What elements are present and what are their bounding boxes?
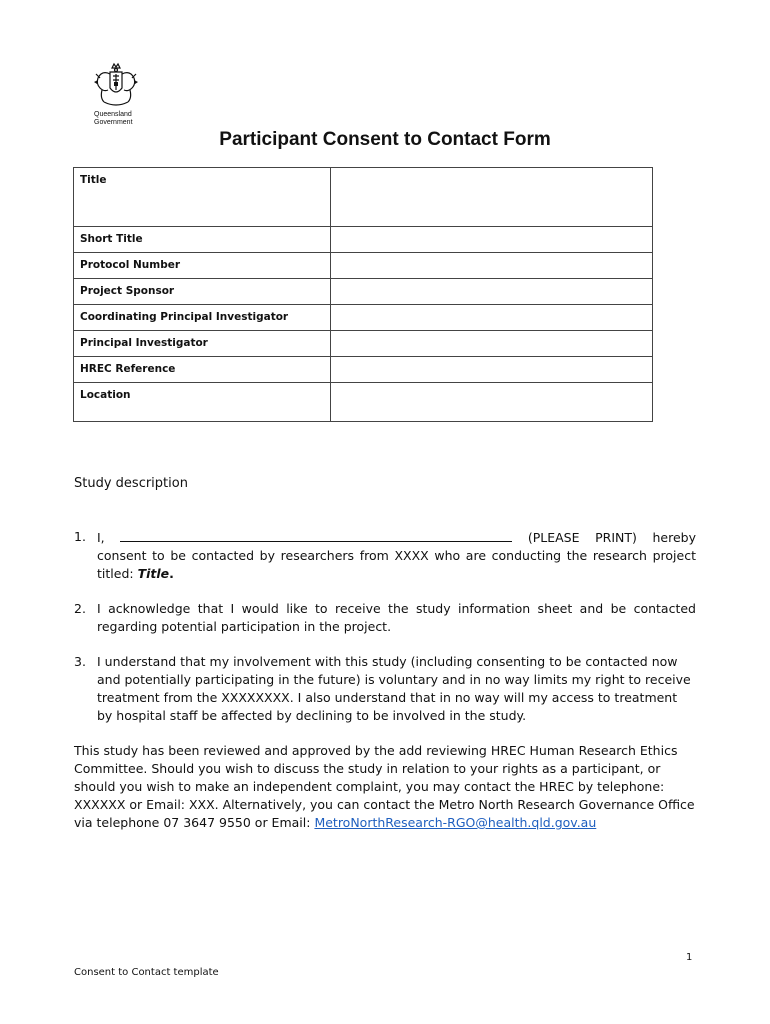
item-text: I acknowledge that I would like to receive the study information sheet and be contacted regarding potential participation in the project. — [97, 601, 696, 634]
row-label-project-sponsor: Project Sponsor — [74, 279, 331, 305]
study-description-label: Study description — [74, 476, 188, 491]
item-number: 3. — [74, 654, 86, 669]
list-item — [74, 528, 696, 583]
page-number: 1 — [686, 952, 693, 963]
table-row — [74, 168, 653, 227]
row-value-protocol-number[interactable] — [331, 253, 653, 279]
row-label-location: Location — [74, 383, 331, 422]
row-label-title: Title — [74, 168, 331, 227]
item-consent-text: (PLEASE PRINT) hereby consent to be contacted by researchers from XXXX who are conducting the research project titled: — [97, 530, 696, 581]
project-title-reference: Title — [137, 566, 170, 581]
ethics-approval-text: This study has been reviewed and approved by the add reviewing HREC Human Research Ethics Committee. Should you wish to discuss the study in relation to your rights as a participant, or should you wish to make an independent complaint, you may contact the HREC by telephone: XXXXXX or Email: XXX. Alternatively, you can contact the Metro North Research Governance Office via telephone 07 3647 9550 or Email: — [74, 743, 695, 830]
item-text — [97, 528, 696, 583]
queensland-government-logo — [88, 62, 144, 132]
study-details-table — [73, 167, 653, 422]
row-value-coordinating-pi[interactable] — [331, 305, 653, 331]
table-row — [74, 305, 653, 331]
logo-line-1: Queensland — [94, 111, 132, 118]
participant-name-blank[interactable] — [120, 528, 512, 542]
consent-statements — [74, 528, 696, 742]
row-label-hrec-reference: HREC Reference — [74, 357, 331, 383]
row-label-principal-investigator: Principal Investigator — [74, 331, 331, 357]
item-prefix: I, — [97, 530, 105, 545]
page-footer: Consent to Contact template — [74, 967, 219, 978]
row-value-location[interactable] — [331, 383, 653, 422]
item-number: 2. — [74, 601, 86, 616]
row-value-hrec-reference[interactable] — [331, 357, 653, 383]
logo-line-2: Government — [94, 119, 133, 126]
row-value-principal-investigator[interactable] — [331, 331, 653, 357]
queensland-crest-icon — [88, 62, 144, 110]
item-text: I understand that my involvement with this study (including consenting to be contacted now and potentially participating in the future) is voluntary and in no way limits my right to receive treatment from the XXXXXXXX. I also understand that in no way will my access to treatment by hospital staff be affected by declining to be involved in the study. — [97, 654, 691, 723]
item-number: 1. — [74, 529, 86, 544]
list-item — [74, 653, 696, 725]
table-row — [74, 383, 653, 422]
row-value-project-sponsor[interactable] — [331, 279, 653, 305]
row-value-short-title[interactable] — [331, 227, 653, 253]
rgo-email-link[interactable]: MetroNorthResearch-RGO@health.qld.gov.au — [314, 815, 597, 830]
row-label-short-title: Short Title — [74, 227, 331, 253]
row-label-coordinating-pi: Coordinating Principal Investigator — [74, 305, 331, 331]
list-item — [74, 600, 696, 636]
ethics-approval-paragraph — [74, 742, 696, 832]
table-row — [74, 357, 653, 383]
title-suffix: . — [169, 566, 174, 581]
table-row — [74, 331, 653, 357]
table-row — [74, 227, 653, 253]
page-title: Participant Consent to Contact Form — [219, 129, 551, 150]
row-label-protocol-number: Protocol Number — [74, 253, 331, 279]
logo-wordmark — [88, 111, 144, 127]
table-row — [74, 253, 653, 279]
row-value-title[interactable] — [331, 168, 653, 227]
table-row — [74, 279, 653, 305]
